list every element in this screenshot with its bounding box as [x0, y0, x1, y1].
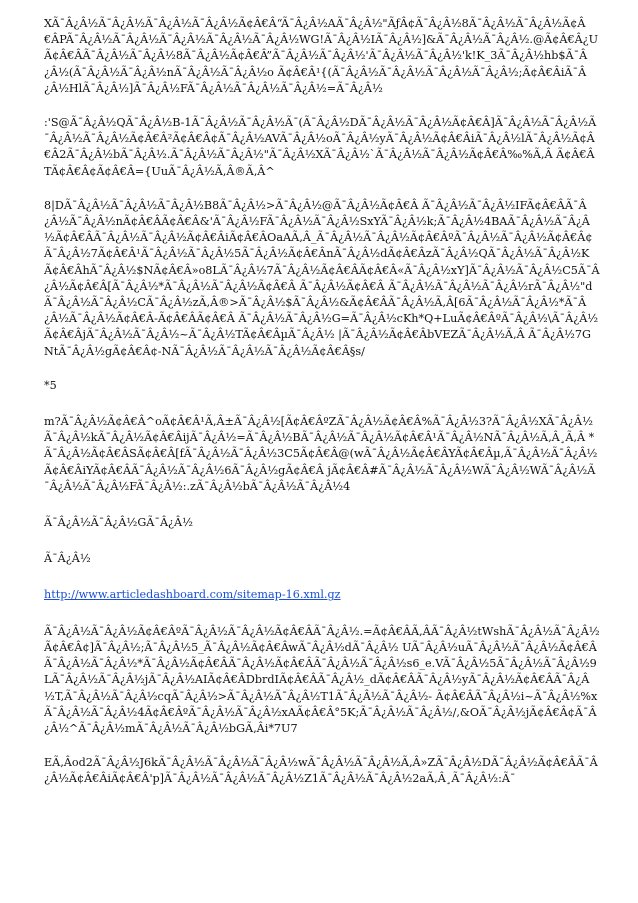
- sitemap-link[interactable]: http://www.articledashboard.com/sitemap-16.xml.gz: [44, 588, 341, 602]
- text-paragraph-7: Ã¯Â¿Â½: [44, 552, 91, 566]
- text-paragraph-6: Ã¯Â¿Â½Ã¯Â¿Â½GÃ¯Â¿Â½: [44, 516, 193, 530]
- text-paragraph-9: EÃ‚Âod2Ã¯Â¿Â½J6kÃ¯Â¿Â½Ã¯Â¿Â½Ã¯Â¿Â½wÃ¯Â¿Â½Ã¯Â¿Â½Ã‚Â»ZÃ¯Â¿Â½DÃ¯Â¿Â½Ã¢Â€ÂÃ¯Â¿Â½Ã¢Â€ÂiÃ¢Â€Â'p]Ã¯Â¿Â½Ã¯Â¿Â½Ã¯Â¿Â½Z1Ã¯Â¿Â½Ã¯Â¿Â½2aÃ‚Â¸Ã¯Â¿Â½:Ã¯: [44, 756, 598, 786]
- text-paragraph-1: XÃ¯Â¿Â½Ã¯Â¿Â½Ã¯Â¿Â½Ã¯Â¿Â½Ã¢Â€Â“Ã¯Â¿Â½AÃ¯Â¿Â½"ÃƒÂ¢Ã¯Â¿Â½8Ã¯Â¿Â½Ã¯Â¿Â½Ã¢Â€ÂPÃ¯Â¿Â½Ã¯Â¿Â½Ã¯Â¿Â½Ã¯Â¿Â½Ã¯Â¿Â½WG!Ã¯Â¿Â½IÃ¯Â¿Â½]&Ã¯Â¿Â½Ã¯Â¿Â½.@Ã¢Â€Â¿UÃ¢Â€ÂÃ¯Â¿Â½Ã¯Â¿Â½8Ã¯Â¿Â½Ã¢Â€Â”Ã¯Â¿Â½Ã¯Â¿Â½'Ã¯Â¿Â½Ã¯Â¿Â½'k!K_3Ã¯Â¿Â½hb$Ã¯Â¿Â½(Ã¯Â¿Â½Ã¯Â¿Â½nÃ¯Â¿Â½Ã¯Â¿Â½o Ã¢Â€Â¹{(Ã¯Â¿Â½Ã¯Â¿Â½Ã¯Â¿Â½Ã¯Â¿Â½;Ã¢Â€ÂiÃ¯Â¿Â½HlÃ¯Â¿Â½]Ã¯Â¿Â½FÃ¯Â¿Â½Ã¯Â¿Â½Ã¯Â¿Â½=Ã¯Â¿Â½: [44, 17, 599, 95]
- text-paragraph-4: *5: [44, 378, 57, 392]
- text-paragraph-5: m?Ã¯Â¿Â½Ã¢Â€Â^oÃ¢Â€Â¹Ã‚Â±Ã¯Â¿Â½[Ã¢Â€ÂºZÃ¯Â¿Â½Ã¢Â€Â%Ã¯Â¿Â½3?Ã¯Â¿Â½XÃ¯Â¿Â½Ã¯Â¿Â½kÃ¯Â¿Â½Ã¢Â€ÂijÃ¯Â¿Â½=Ã¯Â¿Â½BÃ¯Â¿Â½Ã¯Â¿Â½Ã¢Â€Â¹Ã¯Â¿Â½NÃ¯Â¿Â½Ã‚Â¸Ã‚Â *Ã¯Â¿Â½Ã¢Â€ÂSÃ¢Â€Â[fÃ¯Â¿Â½Ã¯Â¿Â½3C5Ã¢Â€Â@(wÃ¯Â¿Â½Ã¢Â€ÂYÃ¢Â€Âµ,Ã¯Â¿Â½Ã¯Â¿Â½Ã¢Â€ÂiYÃ¢Â€ÂÃ¯Â¿Â½Ã¯Â¿Â½6Ã¯Â¿Â½gÃ¢Â€Â jÃ¢Â€Â#Ã¯Â¿Â½Ã¯Â¿Â½WÃ¯Â¿Â½WÃ¯Â¿Â½Ã¯Â¿Â½Ã¯Â¿Â½FÃ¯Â¿Â½:.zÃ¯Â¿Â½bÃ¯Â¿Â½Ã¯Â¿Â½4: [44, 415, 598, 493]
- text-paragraph-2: :'S@Ã¯Â¿Â½QÃ¯Â¿Â½B-1Ã¯Â¿Â½Ã¯Â¿Â½Ã¯(Ã¯Â¿Â½DÃ¯Â¿Â½Ã¯Â¿Â½Ã¢Â€Â]Ã¯Â¿Â½Ã¯Â¿Â½Ã¯Â¿Â½Ã¯Â¿Â½Ã¢Â€Â²Ã¢Â€Â¢Ã¯Â¿Â½AVÃ¯Â¿Â½oÃ¯Â¿Â½yÃ¯Â¿Â½Ã¢Â€ÂiÃ¯Â¿Â½lÃ¯Â¿Â½Ã¢Â€Â2Ã¯Â¿Â½bÃ¯Â¿Â½.Ã¯Â¿Â½Ã¯Â¿Â½"Ã¯Â¿Â½XÃ¯Â¿Â½`Ã¯Â¿Â½Ã¯Â¿Â½Ã¢Â€Â‰%Ã‚Â Ã¢Â€ÂTÃ¢Â€Â¢Ã¢Â€Â={UuÃ¯Â¿Â½Ã‚Â®Ã‚Â^: [44, 116, 597, 178]
- sitemap-link-paragraph: [44, 587, 600, 603]
- text-paragraph-3: 8|DÃ¯Â¿Â½Ã¯Â¿Â½Ã¯Â¿Â½B8Ã¯Â¿Â½>Ã¯Â¿Â½@Ã¯Â¿Â½Ã¢Â€Â Ã¯Â¿Â½Ã¯Â¿Â½IFÃ¢Â€ÂÃ¯Â¿Â½Ã¯Â¿Â½nÃ¢Â€ÂÃ¢Â€Â&'Ã¯Â¿Â½FÃ¯Â¿Â½Ã¯Â¿Â½SxYÃ¯Â¿Â½k;Ã¯Â¿Â½4BAÃ¯Â¿Â½Ã¯Â¿Â½Ã¢Â€ÂÃ¯Â¿Â½Ã¯Â¿Â½Ã¢Â€ÂiÃ¢Â€ÂOaAÃ‚Â_Ã¯Â¿Â½Ã¯Â¿Â½Ã¢Â€ÂºÃ¯Â¿Â½Ã¯Â¿Â½Ã¢Â€Â¢Ã¯Â¿Â½7Ã¢Â€Â¹Ã¯Â¿Â½Ã¯Â¿Â½5Ã¯Â¿Â½Ã¢Â€ÂnÃ¯Â¿Â½dÃ¢Â€ÂzÃ¯Â¿Â½QÃ¯Â¿Â½Ã¯Â¿Â½KÃ¢Â€ÂhÃ¯Â¿Â½$NÃ¢Â€Â»o8LÃ¯Â¿Â½7Ã¯Â¿Â½Ã¢Â€ÂÃ¢Â€Â«Ã¯Â¿Â½xY]Ã¯Â¿Â½Ã¯Â¿Â½C5Ã¯Â¿Â½Ã¢Â€Â[Ã¯Â¿Â½*Ã¯Â¿Â½Ã¯Â¿Â½Ã¢Â€Â Ã¯Â¿Â½Ã¢Â€Â Ã¯Â¿Â½Ã¯Â¿Â½Ã¯Â¿Â½rÃ¯Â¿Â½"dÃ¯Â¿Â½Ã¯Â¿Â½CÃ¯Â¿Â½zÃ‚Â®>Ã¯Â¿Â½$Ã¯Â¿Â½&Ã¢Â€ÂÃ¯Â¿Â½Ã‚Â[6Ã¯Â¿Â½Ã¯Â¿Â½*Ã¯Â¿Â½Ã¯Â¿Â½Ã¢Â€Â-Ã¢Â€ÂÃ¢Â€Â Ã¯Â¿Â½Ã¯Â¿Â½G=Ã¯Â¿Â½cKh*Q+LuÃ¢Â€ÂºÃ¯Â¿Â½\Ã¯Â¿Â½Ã¢Â€ÂjÃ¯Â¿Â½Ã¯Â¿Â½~Ã¯Â¿Â½TÃ¢Â€ÂµÃ¯Â¿Â½ |Ã¯Â¿Â½Ã¢Â€ÂbVEZÃ¯Â¿Â½Ã‚Â Ã¯Â¿Â½7GNtÃ¯Â¿Â½gÃ¢Â€Â¢-NÃ¯Â¿Â½Ã¯Â¿Â½Ã¯Â¿Â½Ã¢Â€Â§s/: [44, 198, 600, 358]
- text-paragraph-8: Ã¯Â¿Â½Ã¯Â¿Â½Ã¢Â€ÂºÃ¯Â¿Â½Ã¯Â¿Â½Ã¢Â€ÂÃ¯Â¿Â½.=Ã¢Â€ÂÃ‚ÂÃ¯Â¿Â½tWshÃ¯Â¿Â½Ã¯Â¿Â½Ã¢Â€Â¢]Ã¯Â¿Â½;Ã¯Â¿Â½5_Ã¯Â¿Â½Ã¢Â€ÂwÃ¯Â¿Â½dÃ¯Â¿Â½ UÃ¯Â¿Â½uÃ¯Â¿Â½Ã¯Â¿Â½Ã¢Â€ÂÃ¯Â¿Â½Ã¯Â¿Â½*Ã¯Â¿Â½Ã¢Â€ÂÃ¯Â¿Â½Ã¢Â€ÂÃ¯Â¿Â½Ã¯Â¿Â½s6_e.VÃ¯Â¿Â½5Ã¯Â¿Â½Ã¯Â¿Â½9LÃ¯Â¿Â½Ã¯Â¿Â½jÃ¯Â¿Â½AIÃ¢Â€ÂDbrdIÃ¢Â€ÂÃ¯Â¿Â½_dÃ¢Â€ÂÃ¯Â¿Â½yÃ¯Â¿Â½Ã¢Â€ÂÃ¯Â¿Â½T,Ã¯Â¿Â½Ã¯Â¿Â½cqÃ¯Â¿Â½>Ã¯Â¿Â½Ã¯Â¿Â½T1Ã¯Â¿Â½Ã¯Â¿Â½- Ã¢Â€ÂÃ¯Â¿Â½i~Ã¯Â¿Â½%xÃ¯Â¿Â½Ã¯Â¿Â½4Ã¢Â€ÂºÃ¯Â¿Â½Ã¯Â¿Â½xAÃ¢Â€Â°5K;Ã¯Â¿Â½Ã¯Â¿Â½/,&OÃ¯Â¿Â½jÃ¢Â€Â¢Ã¯Â¿Â½^Ã¯Â¿Â½mÃ¯Â¿Â½Ã¯Â¿Â½bGÃ‚Âi*7U7: [44, 624, 600, 735]
